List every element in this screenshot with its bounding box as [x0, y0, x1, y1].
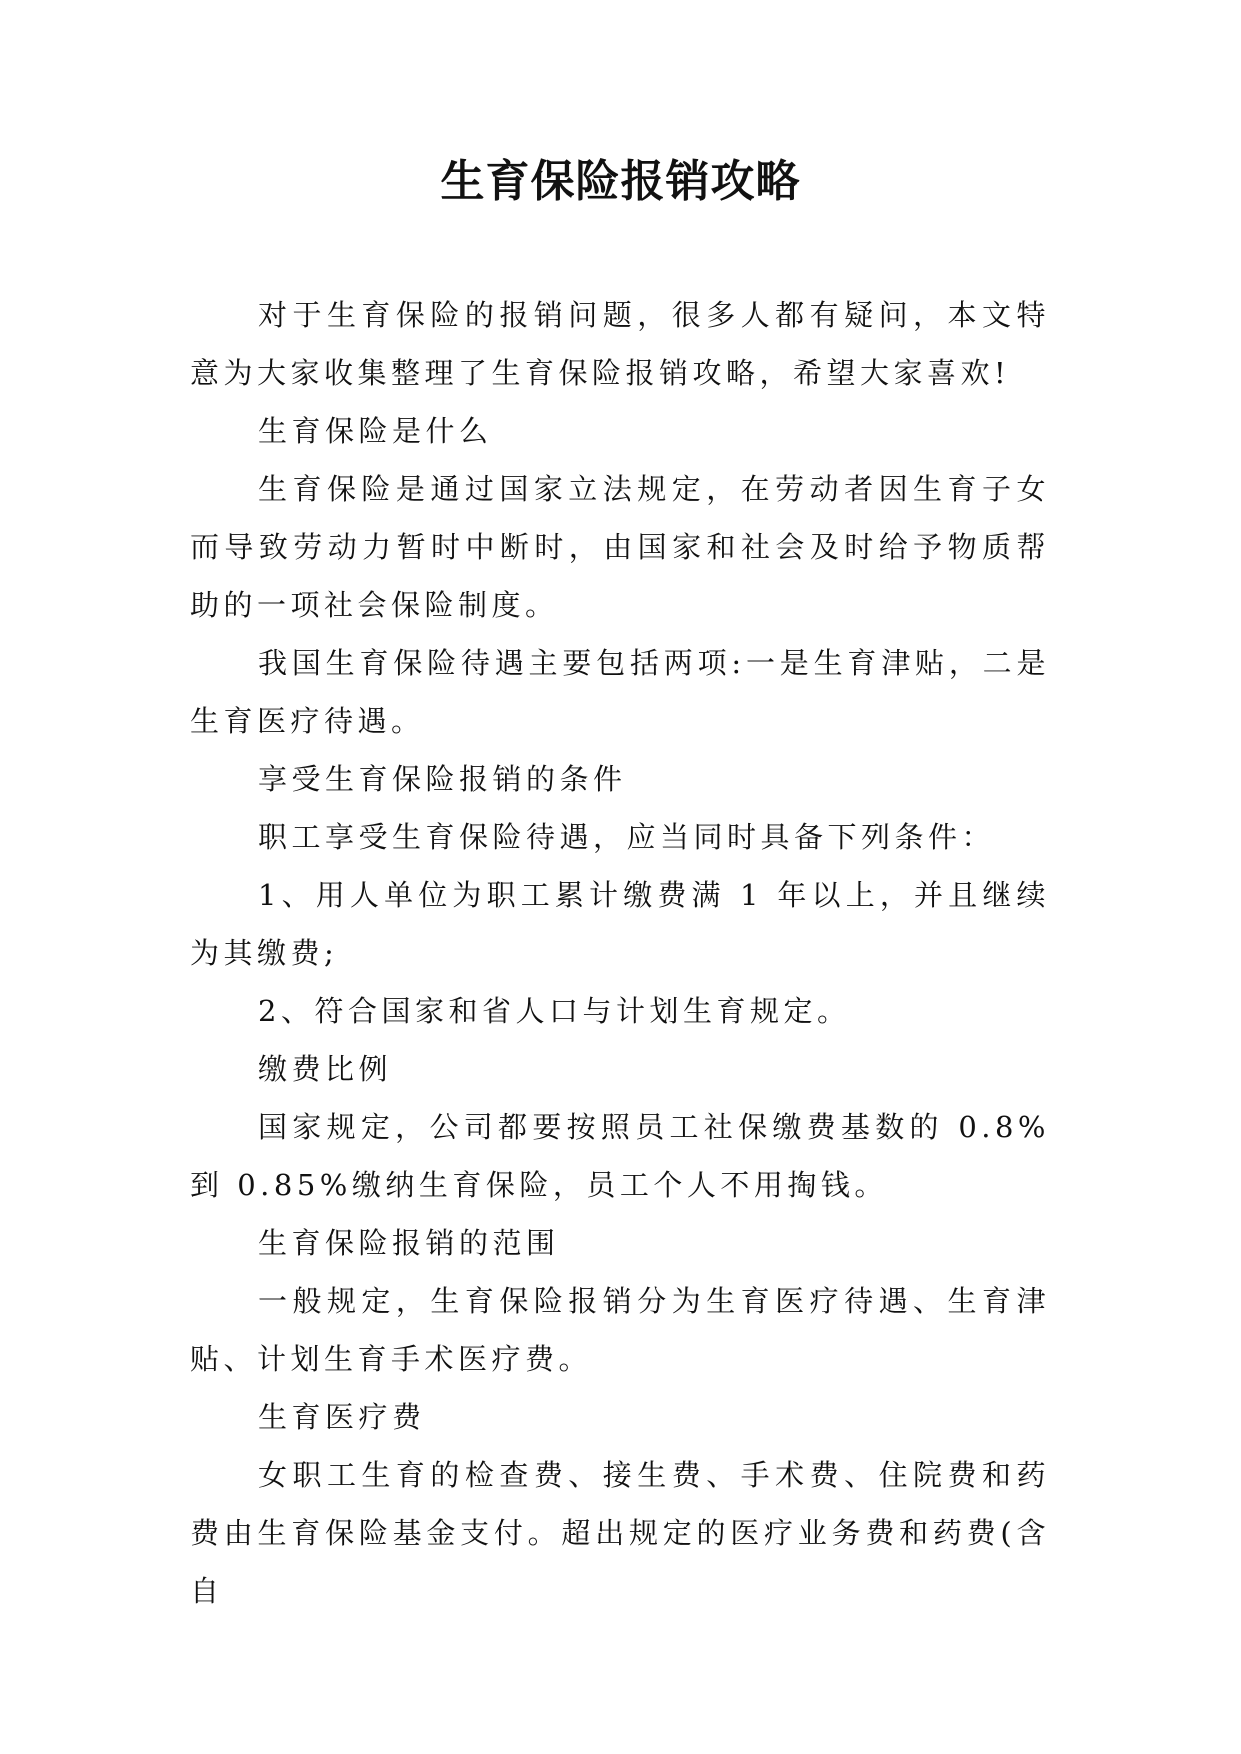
condition-item-1: 1、用人单位为职工累计缴费满 1 年以上，并且继续为其缴费;: [190, 878, 1050, 970]
scope-paragraph: 一般规定，生育保险报销分为生育医疗待遇、生育津贴、计划生育手术医疗费。: [190, 1284, 1050, 1376]
section-heading-what-is: 生育保险是什么: [258, 414, 493, 448]
section-heading-scope: 生育保险报销的范围: [258, 1226, 560, 1260]
section-heading-contribution-rate: 缴费比例: [258, 1052, 393, 1086]
document-title: 生育保险报销攻略: [440, 156, 801, 207]
contribution-rate-paragraph: 国家规定，公司都要按照员工社保缴费基数的 0.8%到 0.85%缴纳生育保险，员工个人不用掏钱。: [190, 1110, 1050, 1202]
benefits-paragraph: 我国生育保险待遇主要包括两项:一是生育津贴，二是生育医疗待遇。: [190, 646, 1050, 738]
medical-costs-paragraph: 女职工生育的检查费、接生费、手术费、住院费和药费由生育保险基金支付。超出规定的医疗业务费和药费(含自: [190, 1458, 1050, 1608]
section-heading-conditions: 享受生育保险报销的条件: [258, 762, 627, 796]
definition-paragraph: 生育保险是通过国家立法规定，在劳动者因生育子女而导致劳动力暂时中断时，由国家和社会及时给予物质帮助的一项社会保险制度。: [190, 472, 1050, 622]
intro-paragraph: 对于生育保险的报销问题，很多人都有疑问，本文特意为大家收集整理了生育保险报销攻略，希望大家喜欢!: [190, 298, 1050, 390]
section-heading-medical-costs: 生育医疗费: [258, 1400, 426, 1434]
document-body: [190, 286, 1050, 1620]
conditions-intro-paragraph: 职工享受生育保险待遇，应当同时具备下列条件：: [258, 820, 996, 854]
condition-item-2: 2、符合国家和省人口与计划生育规定。: [258, 994, 851, 1028]
